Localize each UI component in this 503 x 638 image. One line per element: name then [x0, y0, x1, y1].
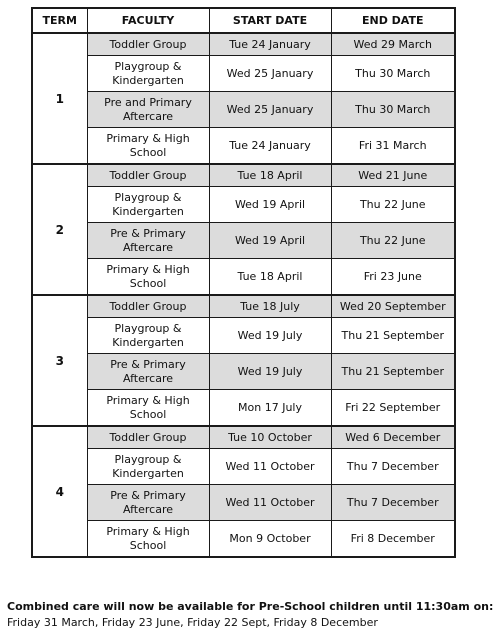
end-date-cell: Wed 20 September: [331, 295, 455, 318]
table-row: [32, 164, 455, 187]
start-date-cell: Mon 17 July: [209, 390, 331, 427]
end-date-cell: Thu 22 June: [331, 223, 455, 259]
header-row: [32, 8, 455, 33]
end-date-cell: Thu 30 March: [331, 56, 455, 92]
start-date-cell: Wed 25 January: [209, 56, 331, 92]
faculty-cell: Playgroup & Kindergarten: [87, 187, 209, 223]
table-row: [32, 318, 455, 354]
table-row: [32, 521, 455, 558]
header-end-date: END DATE: [331, 8, 455, 33]
table-row: [32, 295, 455, 318]
faculty-cell: Pre and Primary Aftercare: [87, 92, 209, 128]
end-date-cell: Thu 7 December: [331, 449, 455, 485]
header-faculty: FACULTY: [87, 8, 209, 33]
start-date-cell: Tue 24 January: [209, 33, 331, 56]
term-number: 4: [32, 426, 87, 557]
start-date-cell: Tue 18 April: [209, 164, 331, 187]
table-row: [32, 485, 455, 521]
table-row: [32, 259, 455, 296]
start-date-cell: Wed 11 October: [209, 449, 331, 485]
faculty-cell: Toddler Group: [87, 295, 209, 318]
table-row: [32, 56, 455, 92]
end-date-cell: Wed 6 December: [331, 426, 455, 449]
end-date-cell: Thu 7 December: [331, 485, 455, 521]
start-date-cell: Wed 19 April: [209, 187, 331, 223]
term-number: 3: [32, 295, 87, 426]
end-date-cell: Fri 22 September: [331, 390, 455, 427]
end-date-cell: Fri 23 June: [331, 259, 455, 296]
faculty-cell: Primary & High School: [87, 521, 209, 558]
table-row: [32, 426, 455, 449]
start-date-cell: Wed 19 April: [209, 223, 331, 259]
start-date-cell: Wed 11 October: [209, 485, 331, 521]
faculty-cell: Primary & High School: [87, 259, 209, 296]
end-date-cell: Thu 30 March: [331, 92, 455, 128]
start-date-cell: Tue 18 April: [209, 259, 331, 296]
header-term: TERM: [32, 8, 87, 33]
faculty-cell: Pre & Primary Aftercare: [87, 485, 209, 521]
faculty-cell: Toddler Group: [87, 426, 209, 449]
note-heading: Combined care will now be available for Pre-School children until 11:30am on:: [7, 600, 494, 613]
faculty-cell: Pre & Primary Aftercare: [87, 223, 209, 259]
end-date-cell: Thu 22 June: [331, 187, 455, 223]
table-row: [32, 92, 455, 128]
faculty-cell: Toddler Group: [87, 164, 209, 187]
table-row: [32, 33, 455, 56]
table-row: [32, 187, 455, 223]
faculty-cell: Pre & Primary Aftercare: [87, 354, 209, 390]
table-body: [32, 33, 455, 557]
table-row: [32, 449, 455, 485]
end-date-cell: Fri 8 December: [331, 521, 455, 558]
start-date-cell: Wed 19 July: [209, 354, 331, 390]
start-date-cell: Tue 10 October: [209, 426, 331, 449]
note-dates: Friday 31 March, Friday 23 June, Friday 22 Sept, Friday 8 December: [7, 616, 378, 629]
table-row: [32, 223, 455, 259]
header-start-date: START DATE: [209, 8, 331, 33]
faculty-cell: Primary & High School: [87, 390, 209, 427]
table-row: [32, 390, 455, 427]
end-date-cell: Wed 21 June: [331, 164, 455, 187]
start-date-cell: Wed 25 January: [209, 92, 331, 128]
table-row: [32, 128, 455, 165]
end-date-cell: Thu 21 September: [331, 354, 455, 390]
faculty-cell: Playgroup & Kindergarten: [87, 449, 209, 485]
faculty-cell: Playgroup & Kindergarten: [87, 318, 209, 354]
start-date-cell: Tue 18 July: [209, 295, 331, 318]
faculty-cell: Primary & High School: [87, 128, 209, 165]
start-date-cell: Mon 9 October: [209, 521, 331, 558]
end-date-cell: Wed 29 March: [331, 33, 455, 56]
end-date-cell: Fri 31 March: [331, 128, 455, 165]
faculty-cell: Toddler Group: [87, 33, 209, 56]
faculty-cell: Playgroup & Kindergarten: [87, 56, 209, 92]
term-number: 2: [32, 164, 87, 295]
start-date-cell: Wed 19 July: [209, 318, 331, 354]
table-row: [32, 354, 455, 390]
term-number: 1: [32, 33, 87, 164]
start-date-cell: Tue 24 January: [209, 128, 331, 165]
combined-care-note: [7, 599, 493, 631]
term-dates-table: [31, 7, 456, 558]
end-date-cell: Thu 21 September: [331, 318, 455, 354]
